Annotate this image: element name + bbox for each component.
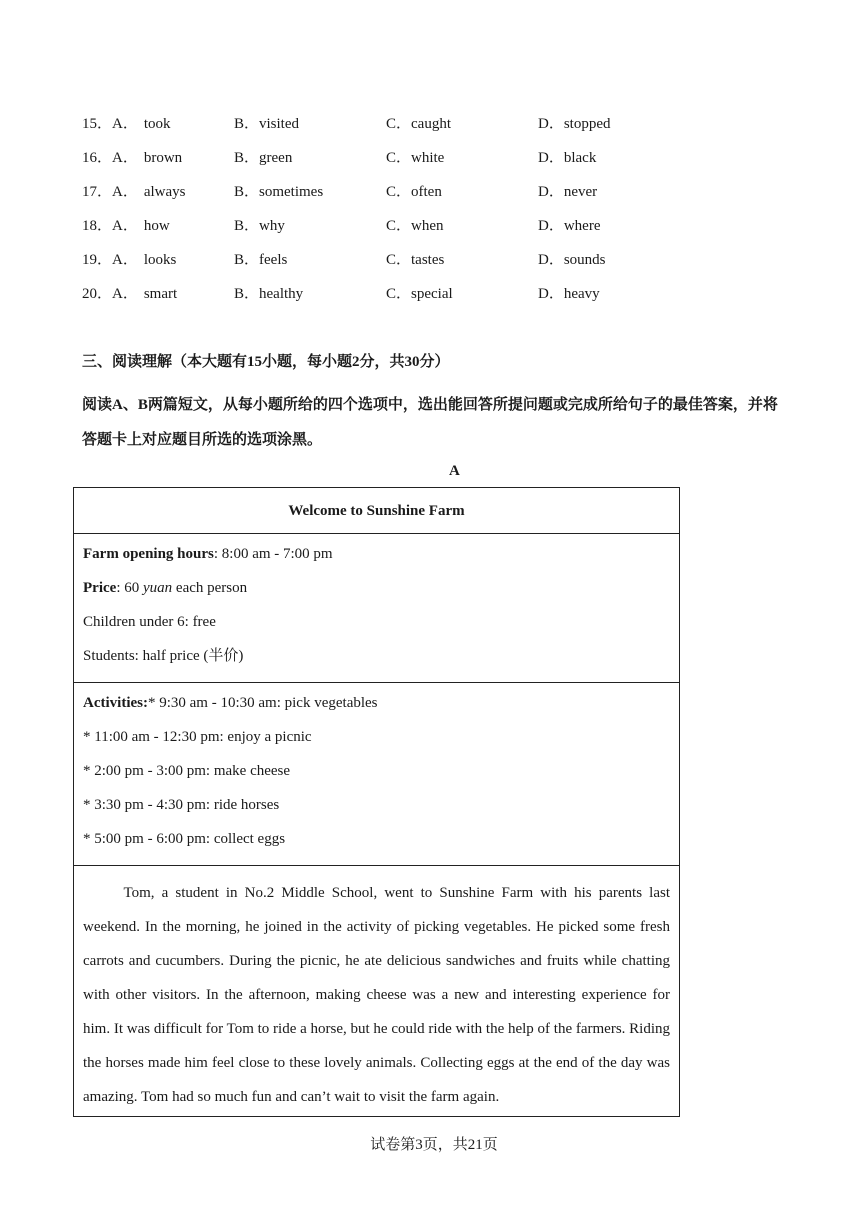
- price-currency: yuan: [142, 580, 173, 596]
- section-instruction: 阅读A、B两篇短文，从每小题所给的四个选项中，选出能回答所提问题或完成所给句子的最佳答案，并将答题卡上对应题目所选的选项涂黑。: [82, 397, 778, 448]
- opening-hours-value: : 8:00 am - 7:00 pm: [213, 546, 333, 562]
- option-row-16: [0, 148, 868, 182]
- option-row-20: [0, 284, 868, 318]
- option-c: C．white: [386, 150, 445, 166]
- option-d: D．sounds: [538, 252, 606, 268]
- option-a: 15．A． took: [82, 116, 171, 132]
- activity-item: [83, 693, 670, 727]
- option-b: B．feels: [234, 252, 288, 268]
- option-c: C．tastes: [386, 252, 445, 268]
- option-d: D．heavy: [538, 286, 600, 302]
- activity-item: * 5:00 pm - 6:00 pm: collect eggs: [83, 831, 286, 847]
- activities-label: Activities:: [83, 695, 148, 711]
- activity-item: * 3:30 pm - 4:30 pm: ride horses: [83, 797, 280, 813]
- option-c: C．caught: [386, 116, 451, 132]
- price-unit: each person: [172, 580, 248, 596]
- option-a: 19．A． looks: [82, 252, 177, 268]
- price-amount: : 60: [116, 580, 143, 596]
- page-footer: 试卷第3页，共21页: [370, 1137, 498, 1153]
- option-c: C．special: [386, 286, 453, 302]
- notice-activities-cell: [74, 683, 679, 866]
- option-d: D．never: [538, 184, 598, 200]
- option-b: B．green: [234, 150, 293, 166]
- farm-notice-table: [73, 487, 680, 1117]
- option-a: 16．A． brown: [82, 150, 183, 166]
- option-row-17: [0, 182, 868, 216]
- option-b: B．visited: [234, 116, 300, 132]
- student-price: Students: half price (半价): [83, 648, 244, 664]
- activity-item: * 2:00 pm - 3:00 pm: make cheese: [83, 763, 291, 779]
- option-a: 20．A． smart: [82, 286, 178, 302]
- option-d: D．black: [538, 150, 597, 166]
- option-d: D．stopped: [538, 116, 611, 132]
- option-row-18: [0, 216, 868, 250]
- option-b: B．why: [234, 218, 285, 234]
- children-price: Children under 6: free: [83, 614, 216, 630]
- option-d: D．where: [538, 218, 601, 234]
- option-row-19: [0, 250, 868, 284]
- option-a: 17．A． always: [82, 184, 186, 200]
- option-c: C．when: [386, 218, 444, 234]
- notice-info-cell: [74, 534, 679, 683]
- notice-title: Welcome to Sunshine Farm: [74, 488, 679, 534]
- activity-text: * 9:30 am - 10:30 am: pick vegetables: [147, 695, 378, 711]
- section-title: 三、阅读理解（本大题有15小题，每小题2分，共30分）: [82, 354, 450, 370]
- passage-label: A: [449, 463, 460, 479]
- option-b: B．healthy: [234, 286, 304, 302]
- price: [83, 578, 670, 612]
- option-row-15: [0, 114, 868, 148]
- opening-hours-label: Farm opening hours: [83, 546, 214, 562]
- activity-item: * 11:00 am - 12:30 pm: enjoy a picnic: [83, 729, 312, 745]
- option-b: B．sometimes: [234, 184, 324, 200]
- price-label: Price: [83, 580, 117, 596]
- opening-hours: [83, 544, 670, 578]
- story-cell: [74, 866, 679, 1116]
- option-a: 18．A． how: [82, 218, 170, 234]
- option-c: C．often: [386, 184, 442, 200]
- story-paragraph: Tom, a student in No.2 Middle School, went to Sunshine Farm with his parents last weekend. In the morning, he joined in the activity of picking vegetables. He picked some fresh carrots and cucumbers. During the picnic, he ate delicious sandwiches and fruits while chatting with other visitors. In the afternoon, making cheese was a new and interesting experience for him. It was difficult for Tom to ride a horse, but he could ride with the help of the farmers. Riding the horses made him feel close to these lovely animals. Collecting eggs at the end of the day was amazing. Tom had so much fun and can’t wait to visit the farm again.: [83, 885, 671, 1105]
